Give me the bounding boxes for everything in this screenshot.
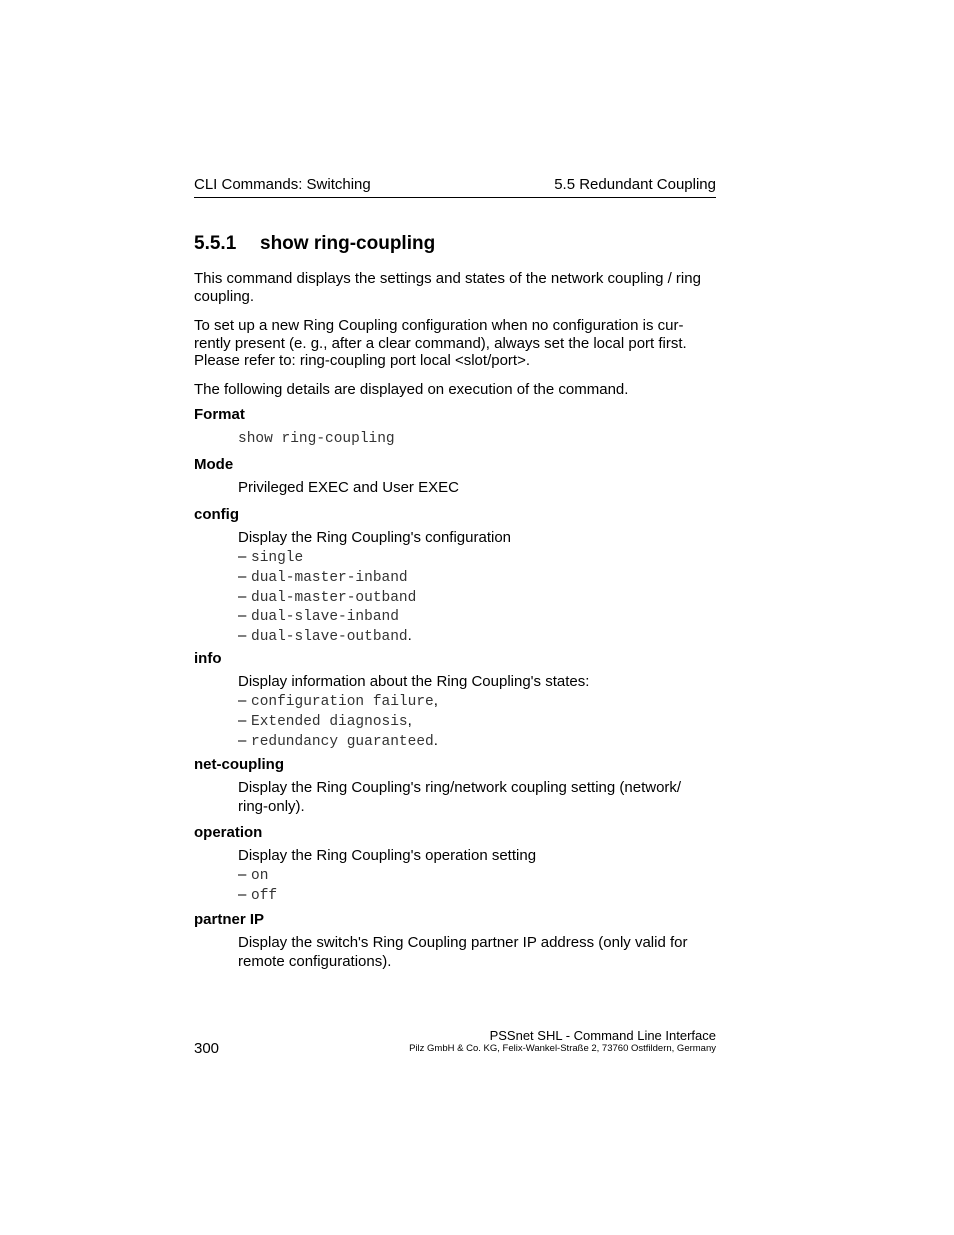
list-item: – Extended diagnosis,	[238, 711, 412, 730]
section-heading	[194, 233, 435, 255]
info-desc: Display information about the Ring Coupling's states:	[238, 673, 590, 690]
format-code: show ring-coupling	[238, 431, 395, 447]
mode-desc: Privileged EXEC and User EXEC	[238, 479, 459, 496]
format-term: Format	[194, 406, 245, 423]
setup-paragraph: To set up a new Ring Coupling configuration when no configuration is cur- rently present (e. g., after a clear command), always set the local port first. Please refer to: ring-coupling port local <slot/port>.	[194, 317, 687, 369]
list-item: – on	[238, 866, 269, 884]
net-coupling-term: net-coupling	[194, 756, 284, 773]
running-header-left: CLI Commands: Switching	[194, 176, 371, 193]
list-item: – off	[238, 885, 278, 904]
config-desc: Display the Ring Coupling's configuration	[238, 529, 512, 546]
section-number: 5.5.1	[194, 233, 237, 254]
mode-term: Mode	[194, 456, 234, 473]
list-item: – dual-slave-inband	[238, 607, 399, 626]
footer-product: PSSnet SHL - Command Line Interface	[489, 1028, 716, 1043]
partner-ip-term: partner IP	[194, 911, 265, 928]
operation-values-list	[238, 866, 277, 906]
header-rule	[194, 197, 716, 198]
list-item: – dual-master-outband	[238, 587, 417, 606]
config-options-list	[238, 548, 416, 647]
list-item: – configuration failure,	[238, 692, 438, 710]
intro-paragraph: This command displays the settings and states of the network coupling / ring coupling.	[194, 270, 701, 305]
operation-desc: Display the Ring Coupling's operation setting	[238, 847, 537, 864]
section-title: show ring-coupling	[260, 233, 436, 254]
list-item: – single	[238, 548, 304, 566]
details-paragraph: The following details are displayed on execution of the command.	[194, 381, 629, 398]
info-states-list	[238, 692, 438, 751]
list-item: – dual-slave-outband.	[238, 627, 412, 646]
partner-ip-desc: Display the switch's Ring Coupling partner IP address (only valid for remote configurations).	[238, 934, 688, 970]
net-coupling-desc: Display the Ring Coupling's ring/network coupling setting (network/ ring-only).	[238, 779, 682, 815]
running-header-right: 5.5 Redundant Coupling	[554, 176, 716, 193]
page-number: 300	[194, 1040, 220, 1057]
list-item: – dual-master-inband	[238, 567, 408, 586]
operation-term: operation	[194, 824, 263, 841]
config-term: config	[194, 506, 239, 523]
footer-address: Pilz GmbH & Co. KG, Felix-Wankel-Straße 2, 73760 Ostfildern, Germany	[409, 1043, 716, 1054]
list-item: – redundancy guaranteed.	[238, 731, 438, 750]
info-term: info	[194, 650, 222, 667]
